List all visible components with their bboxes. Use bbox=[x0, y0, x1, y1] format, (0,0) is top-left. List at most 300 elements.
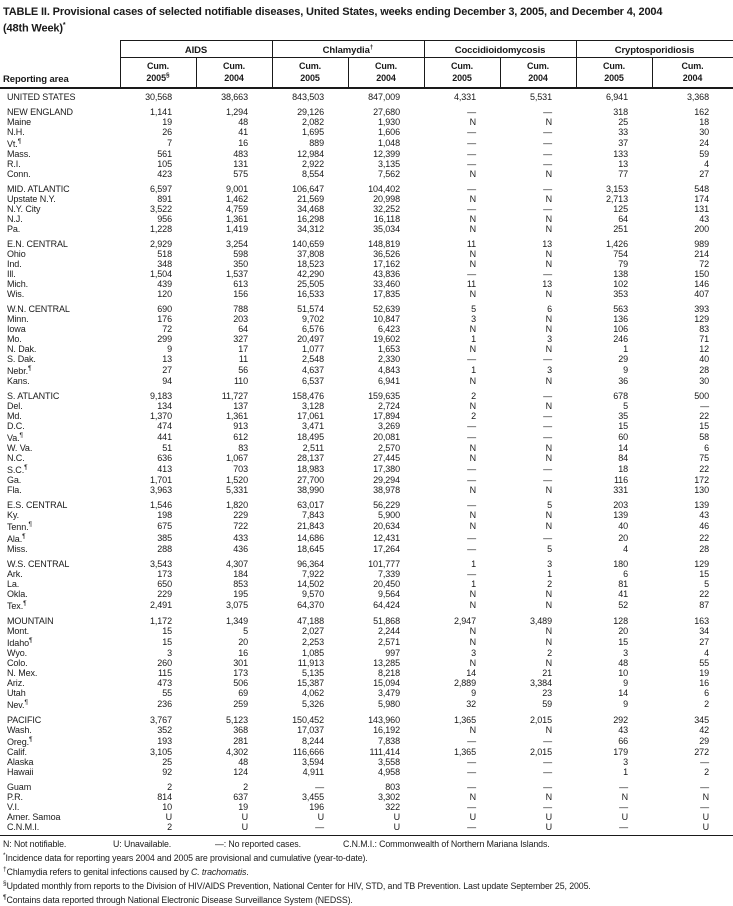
legend-not-notifiable: N: Not notifiable. bbox=[3, 838, 67, 849]
value-cell: 63,017 bbox=[297, 499, 324, 510]
value-cell: 28,137 bbox=[297, 452, 324, 463]
footnote-text: Incidence data for reporting years 2004 and 2005 are provisional and cumulative (year-to-date). bbox=[5, 852, 368, 863]
value-cell: 16,192 bbox=[373, 724, 400, 735]
group-label: Cryptosporidiosis bbox=[614, 44, 695, 56]
col-header-line1: Cum. bbox=[526, 60, 550, 71]
col-header-coccidioidomycosis-2005 bbox=[424, 57, 500, 88]
value-cell: 92 bbox=[162, 766, 172, 777]
col-header-line1: Cum. bbox=[681, 60, 704, 71]
value-cell: 1,228 bbox=[149, 223, 172, 234]
value-cell: 236 bbox=[157, 698, 172, 709]
title-footnote-marker: * bbox=[62, 22, 66, 29]
table-row bbox=[0, 812, 733, 822]
table-row bbox=[0, 269, 733, 279]
value-cell: 636 bbox=[157, 452, 172, 463]
value-cell: 29,294 bbox=[373, 474, 400, 485]
area-cell: P.R. bbox=[7, 791, 23, 802]
area-cell: Va.¶ bbox=[7, 431, 24, 443]
group-label: Chlamydia bbox=[322, 44, 370, 56]
value-cell: 46 bbox=[699, 520, 709, 531]
value-cell: 301 bbox=[233, 657, 248, 668]
table-row bbox=[0, 453, 733, 463]
value-cell: 21,843 bbox=[297, 520, 324, 531]
value-cell: 847,009 bbox=[368, 91, 400, 102]
value-cell: 299 bbox=[157, 333, 172, 344]
value-cell: 21,569 bbox=[297, 193, 324, 204]
table-row bbox=[0, 224, 733, 234]
value-cell: 703 bbox=[233, 463, 248, 474]
value-cell: 561 bbox=[157, 148, 172, 159]
footnote-italic-text: C. trachomatis bbox=[190, 866, 247, 877]
value-cell: 7,838 bbox=[377, 735, 400, 746]
table-row bbox=[0, 668, 733, 678]
value-cell: 1,361 bbox=[225, 410, 248, 421]
value-cell: N bbox=[469, 343, 476, 354]
value-cell: 1,172 bbox=[149, 615, 172, 626]
value-cell: 11,727 bbox=[221, 390, 248, 401]
value-cell: 75 bbox=[699, 452, 709, 463]
value-cell: 1 bbox=[471, 578, 476, 589]
value-cell: 13 bbox=[542, 278, 552, 289]
value-cell: 3,153 bbox=[605, 183, 628, 194]
area-cell: N.C. bbox=[7, 452, 25, 463]
value-cell: 675 bbox=[157, 520, 172, 531]
value-cell: 423 bbox=[157, 168, 172, 179]
value-cell: 4,759 bbox=[225, 203, 248, 214]
value-cell: 105 bbox=[157, 158, 172, 169]
value-cell: 116,666 bbox=[292, 746, 324, 757]
value-cell: 6 bbox=[547, 303, 552, 314]
value-cell: 327 bbox=[233, 333, 248, 344]
value-cell: 2,713 bbox=[605, 193, 628, 204]
value-cell: 137 bbox=[233, 400, 248, 411]
area-cell: Md. bbox=[7, 410, 22, 421]
value-cell: 352 bbox=[157, 724, 172, 735]
value-cell: — bbox=[467, 126, 476, 137]
value-cell: 17,835 bbox=[373, 288, 400, 299]
value-cell: 25 bbox=[618, 116, 628, 127]
value-cell: 172 bbox=[694, 474, 709, 485]
value-cell: — bbox=[543, 137, 552, 148]
table-row bbox=[0, 107, 733, 117]
value-cell: 483 bbox=[233, 148, 248, 159]
value-cell: — bbox=[543, 474, 552, 485]
value-cell: 5,900 bbox=[377, 509, 400, 520]
value-cell: 59 bbox=[699, 148, 709, 159]
value-cell: 40 bbox=[699, 353, 709, 364]
value-cell: 200 bbox=[694, 223, 709, 234]
value-cell: 2 bbox=[704, 766, 709, 777]
value-cell: N bbox=[545, 288, 552, 299]
value-cell: 407 bbox=[694, 288, 709, 299]
value-cell: 5,331 bbox=[225, 484, 248, 495]
value-cell: 2,947 bbox=[453, 615, 476, 626]
area-cell: N. Dak. bbox=[7, 343, 37, 354]
value-cell: 9 bbox=[623, 677, 628, 688]
value-cell: 15 bbox=[618, 420, 628, 431]
table-row bbox=[0, 411, 733, 421]
value-cell: 2,015 bbox=[529, 714, 552, 725]
value-cell: N bbox=[545, 520, 552, 531]
area-cell: N. Mex. bbox=[7, 667, 38, 678]
value-cell: 203 bbox=[233, 313, 248, 324]
value-cell: 17,037 bbox=[297, 724, 324, 735]
value-cell: 9,702 bbox=[301, 313, 324, 324]
value-cell: — bbox=[467, 568, 476, 579]
value-cell: 43 bbox=[699, 213, 709, 224]
value-cell: 55 bbox=[162, 687, 172, 698]
value-cell: 4 bbox=[704, 647, 709, 658]
value-cell: 150,452 bbox=[292, 714, 324, 725]
area-cell: UNITED STATES bbox=[7, 91, 76, 102]
value-cell: N bbox=[545, 599, 552, 610]
value-cell: 1,365 bbox=[453, 746, 476, 757]
value-cell: N bbox=[469, 636, 476, 647]
table-row bbox=[0, 544, 733, 554]
legend-no-reported-cases: —: No reported cases. bbox=[215, 838, 301, 849]
value-cell: 563 bbox=[613, 303, 628, 314]
value-cell: 17,894 bbox=[373, 410, 400, 421]
value-cell: 11 bbox=[466, 238, 476, 249]
value-cell: 2,922 bbox=[301, 158, 324, 169]
value-cell: 20 bbox=[238, 636, 248, 647]
value-cell: 15 bbox=[699, 568, 709, 579]
value-cell: 843,503 bbox=[292, 91, 324, 102]
value-cell: U bbox=[702, 811, 709, 822]
table-row bbox=[0, 149, 733, 159]
value-cell: 102 bbox=[613, 278, 628, 289]
value-cell: N bbox=[545, 248, 552, 259]
area-cell: Pa. bbox=[7, 223, 21, 234]
area-cell: Mass. bbox=[7, 148, 31, 159]
value-cell: 37 bbox=[618, 137, 628, 148]
value-cell: 184 bbox=[233, 568, 248, 579]
value-cell: 7 bbox=[167, 137, 172, 148]
area-cell: Mo. bbox=[7, 333, 22, 344]
value-cell: 22 bbox=[699, 410, 709, 421]
value-cell: 139 bbox=[694, 499, 709, 510]
value-cell: N bbox=[545, 442, 552, 453]
value-cell: 9,564 bbox=[377, 588, 400, 599]
value-cell: N bbox=[545, 452, 552, 463]
value-cell: 52 bbox=[618, 599, 628, 610]
col-header-line1: Cum. bbox=[222, 60, 246, 71]
value-cell: 23 bbox=[542, 687, 552, 698]
value-cell: 1,520 bbox=[225, 474, 248, 485]
area-cell: E.S. CENTRAL bbox=[7, 499, 68, 510]
footnotes bbox=[0, 839, 733, 906]
table-row bbox=[0, 137, 733, 149]
value-cell: — bbox=[543, 158, 552, 169]
area-cell: PACIFIC bbox=[7, 714, 42, 725]
value-cell: 18 bbox=[618, 463, 628, 474]
value-cell: 3 bbox=[167, 647, 172, 658]
value-cell: 69 bbox=[238, 687, 248, 698]
value-cell: 34,468 bbox=[297, 203, 324, 214]
value-cell: U bbox=[652, 822, 733, 836]
value-cell: 42 bbox=[699, 724, 709, 735]
value-cell: 348 bbox=[157, 258, 172, 269]
table-row bbox=[0, 648, 733, 658]
value-cell: 1,701 bbox=[149, 474, 172, 485]
area-cell: Amer. Samoa bbox=[7, 811, 61, 822]
table-row bbox=[0, 616, 733, 626]
value-cell: 259 bbox=[233, 698, 248, 709]
value-cell: 140,659 bbox=[292, 238, 324, 249]
footnote-section bbox=[3, 878, 733, 892]
value-cell: 2,724 bbox=[377, 400, 400, 411]
value-cell: 21 bbox=[542, 667, 552, 678]
area-cell: Oreg.¶ bbox=[7, 735, 33, 747]
table-row bbox=[0, 304, 733, 314]
value-cell: 72 bbox=[162, 323, 172, 334]
value-cell: 22 bbox=[699, 532, 709, 543]
value-cell: 33,460 bbox=[373, 278, 400, 289]
value-cell: 3,254 bbox=[225, 238, 248, 249]
value-cell: 4,307 bbox=[225, 558, 248, 569]
value-cell: N bbox=[621, 791, 628, 802]
value-cell: 146 bbox=[694, 278, 709, 289]
table-row bbox=[0, 658, 733, 668]
value-cell: — bbox=[700, 781, 709, 792]
value-cell: 16 bbox=[238, 137, 248, 148]
value-cell: 413 bbox=[157, 463, 172, 474]
value-cell: 500 bbox=[694, 390, 709, 401]
table-row bbox=[0, 626, 733, 636]
value-cell: 20 bbox=[618, 625, 628, 636]
area-cell: Del. bbox=[7, 400, 23, 411]
value-cell: 3,105 bbox=[149, 746, 172, 757]
value-cell: 1,546 bbox=[149, 499, 172, 510]
value-cell: 131 bbox=[233, 158, 248, 169]
value-cell: 3,135 bbox=[377, 158, 400, 169]
value-cell: 15 bbox=[162, 625, 172, 636]
value-cell: 3,455 bbox=[301, 791, 324, 802]
value-cell: 10 bbox=[162, 801, 172, 812]
value-cell: 43,836 bbox=[373, 268, 400, 279]
value-cell: — bbox=[467, 735, 476, 746]
value-cell: 28 bbox=[699, 364, 709, 375]
value-cell: 18,983 bbox=[297, 463, 324, 474]
value-cell: 20,450 bbox=[373, 578, 400, 589]
value-cell: 19 bbox=[699, 667, 709, 678]
table-row bbox=[0, 421, 733, 431]
area-cell: Utah bbox=[7, 687, 26, 698]
group-header-row bbox=[0, 40, 733, 57]
value-cell: 9 bbox=[623, 698, 628, 709]
value-cell: 27 bbox=[699, 168, 709, 179]
value-cell: U bbox=[317, 811, 324, 822]
value-cell: 2 bbox=[120, 822, 196, 836]
value-cell: 15 bbox=[618, 636, 628, 647]
area-cell: Ark. bbox=[7, 568, 23, 579]
value-cell: 506 bbox=[233, 677, 248, 688]
group-label: AIDS bbox=[184, 44, 208, 56]
value-cell: 8,218 bbox=[377, 667, 400, 678]
value-cell: 5,123 bbox=[225, 714, 248, 725]
value-cell: 15,387 bbox=[297, 677, 324, 688]
value-cell: N bbox=[545, 484, 552, 495]
value-cell: 473 bbox=[157, 677, 172, 688]
value-cell: 2 bbox=[704, 698, 709, 709]
table-row bbox=[0, 485, 733, 495]
area-cell: Tex.¶ bbox=[7, 599, 27, 611]
value-cell: 16 bbox=[238, 647, 248, 658]
value-cell: 106 bbox=[613, 323, 628, 334]
value-cell: 30 bbox=[699, 126, 709, 137]
value-cell: 56 bbox=[238, 364, 248, 375]
value-cell: 18,495 bbox=[297, 431, 324, 442]
value-cell: 4,843 bbox=[377, 364, 400, 375]
value-cell: 690 bbox=[157, 303, 172, 314]
table-row bbox=[0, 599, 733, 611]
value-cell: 58 bbox=[699, 431, 709, 442]
table-row bbox=[0, 127, 733, 137]
value-cell: N bbox=[469, 599, 476, 610]
area-cell: Ariz. bbox=[7, 677, 25, 688]
value-cell: 6,576 bbox=[301, 323, 324, 334]
table-row bbox=[0, 169, 733, 179]
table-title bbox=[0, 6, 733, 36]
value-cell: N bbox=[545, 193, 552, 204]
value-cell: 4,331 bbox=[453, 91, 476, 102]
value-cell: N bbox=[545, 400, 552, 411]
value-cell: 1,537 bbox=[225, 268, 248, 279]
value-cell: 288 bbox=[157, 543, 172, 554]
value-cell: 6,941 bbox=[377, 375, 400, 386]
table-row bbox=[0, 376, 733, 386]
value-cell: 130 bbox=[694, 484, 709, 495]
area-cell: C.N.M.I. bbox=[0, 822, 120, 836]
value-cell: 5,135 bbox=[301, 667, 324, 678]
value-cell: 35 bbox=[618, 410, 628, 421]
value-cell: 5,326 bbox=[301, 698, 324, 709]
col-year: 2005 bbox=[604, 72, 624, 83]
value-cell: 322 bbox=[385, 801, 400, 812]
value-cell: 106,647 bbox=[292, 183, 324, 194]
value-cell: 19 bbox=[162, 116, 172, 127]
value-cell: 331 bbox=[613, 484, 628, 495]
value-cell: 9 bbox=[623, 364, 628, 375]
col-header-line1: Cum. bbox=[298, 60, 322, 71]
value-cell: N bbox=[469, 400, 476, 411]
table-row bbox=[0, 735, 733, 747]
value-cell: 11 bbox=[466, 278, 476, 289]
value-cell: 1,085 bbox=[301, 647, 324, 658]
value-cell: 1,361 bbox=[225, 213, 248, 224]
value-cell: 2 bbox=[547, 578, 552, 589]
area-cell: Ky. bbox=[7, 509, 20, 520]
value-cell: 260 bbox=[157, 657, 172, 668]
value-cell: 60 bbox=[618, 431, 628, 442]
col-header-line2 bbox=[501, 71, 576, 83]
value-cell: 4,062 bbox=[301, 687, 324, 698]
value-cell: 15 bbox=[162, 636, 172, 647]
area-cell: NEW ENGLAND bbox=[7, 106, 73, 117]
value-cell: 6,423 bbox=[377, 323, 400, 334]
value-cell: 385 bbox=[157, 532, 172, 543]
table-row bbox=[0, 354, 733, 364]
value-cell: 35,034 bbox=[373, 223, 400, 234]
value-cell: N bbox=[469, 509, 476, 520]
value-cell: N bbox=[469, 588, 476, 599]
value-cell: 3,489 bbox=[529, 615, 552, 626]
value-cell: 193 bbox=[157, 735, 172, 746]
value-cell: 3 bbox=[547, 333, 552, 344]
table-row bbox=[0, 279, 733, 289]
group-footnote-marker: † bbox=[369, 43, 374, 51]
value-cell: 16,118 bbox=[373, 213, 400, 224]
value-cell: N bbox=[469, 657, 476, 668]
value-cell: 6,537 bbox=[301, 375, 324, 386]
table-row bbox=[0, 500, 733, 510]
value-cell: — bbox=[467, 268, 476, 279]
value-cell: 15,094 bbox=[373, 677, 400, 688]
area-cell: Tenn.¶ bbox=[7, 520, 33, 532]
value-cell: U bbox=[393, 811, 400, 822]
value-cell: 436 bbox=[233, 543, 248, 554]
value-cell: N bbox=[545, 343, 552, 354]
value-cell: N bbox=[469, 452, 476, 463]
value-cell: 36,526 bbox=[373, 248, 400, 259]
value-cell: 2,571 bbox=[377, 636, 400, 647]
area-cell: Ala.¶ bbox=[7, 532, 26, 544]
value-cell: 129 bbox=[694, 558, 709, 569]
value-cell: 56,229 bbox=[373, 499, 400, 510]
col-footnote-marker: § bbox=[166, 71, 170, 79]
value-cell: U bbox=[165, 811, 172, 822]
value-cell: 2,244 bbox=[377, 625, 400, 636]
value-cell: 4 bbox=[704, 158, 709, 169]
value-cell: — bbox=[543, 735, 552, 746]
col-year: 2004 bbox=[224, 72, 244, 83]
table-row bbox=[0, 792, 733, 802]
value-cell: 956 bbox=[157, 213, 172, 224]
value-cell: 77 bbox=[618, 168, 628, 179]
area-cell: La. bbox=[7, 578, 20, 589]
value-cell: 14 bbox=[618, 687, 628, 698]
value-cell: 20 bbox=[618, 532, 628, 543]
value-cell: 203 bbox=[613, 499, 628, 510]
group-header-coccidioidomycosis bbox=[424, 40, 576, 57]
area-cell: E.N. CENTRAL bbox=[7, 238, 68, 249]
table-row bbox=[0, 184, 733, 194]
value-cell: 17,380 bbox=[373, 463, 400, 474]
value-cell: 16,298 bbox=[297, 213, 324, 224]
value-cell: 14,686 bbox=[297, 532, 324, 543]
table-row bbox=[0, 88, 733, 102]
area-cell: Miss. bbox=[7, 543, 28, 554]
value-cell: 4,637 bbox=[301, 364, 324, 375]
value-cell: 2,015 bbox=[529, 746, 552, 757]
value-cell: 41 bbox=[618, 588, 628, 599]
value-cell: 1,370 bbox=[149, 410, 172, 421]
value-cell: N bbox=[545, 791, 552, 802]
value-cell: N bbox=[545, 636, 552, 647]
value-cell: — bbox=[543, 431, 552, 442]
value-cell: 125 bbox=[613, 203, 628, 214]
value-cell: N bbox=[545, 213, 552, 224]
value-cell: 120 bbox=[157, 288, 172, 299]
value-cell: 3,594 bbox=[301, 756, 324, 767]
value-cell: N bbox=[469, 442, 476, 453]
value-cell: — bbox=[467, 781, 476, 792]
area-cell: Upstate N.Y. bbox=[7, 193, 56, 204]
value-cell: N bbox=[469, 791, 476, 802]
value-cell: 1,930 bbox=[377, 116, 400, 127]
value-cell: 318 bbox=[613, 106, 628, 117]
value-cell: 128 bbox=[613, 615, 628, 626]
